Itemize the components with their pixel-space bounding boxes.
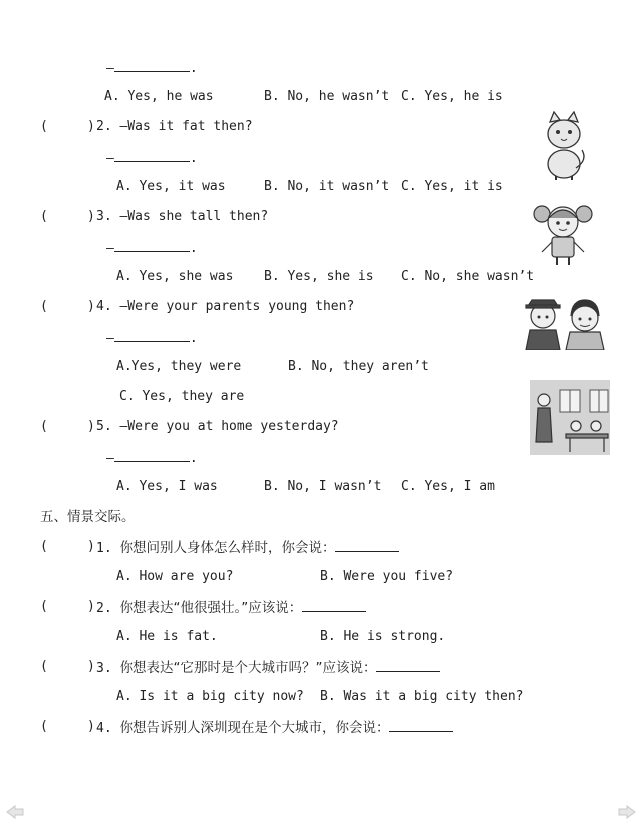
classroom-illustration bbox=[530, 380, 610, 455]
s5-q3-answer-blank[interactable] bbox=[376, 659, 440, 672]
q4-answer-blank[interactable] bbox=[114, 329, 190, 342]
s5-q2-question: 2. 你想表达“他很强壮。”应该说： bbox=[96, 599, 366, 617]
s5-q2-option-a: A. He is fat. bbox=[116, 629, 218, 644]
section5-heading: 五、情景交际。 bbox=[40, 509, 135, 525]
s5-q1-question: 1. 你想问别人身体怎么样时，你会说： bbox=[96, 539, 399, 557]
q2-option-b: B. No, it wasn’t bbox=[264, 179, 390, 194]
q1-option-b: B. No, he wasn’t bbox=[264, 89, 390, 104]
s5-q3-option-a: A. Is it a big city now? bbox=[116, 689, 304, 704]
q5-answer-blank[interactable] bbox=[114, 449, 190, 462]
left-arrow-icon[interactable] bbox=[6, 805, 24, 819]
s5-q2-answer-paren[interactable]: ( ) bbox=[40, 599, 95, 614]
s5-q4-answer-blank[interactable] bbox=[389, 719, 453, 732]
q1-option-a: A. Yes, he was bbox=[104, 89, 214, 104]
q1-option-c: C. Yes, he is bbox=[401, 89, 503, 104]
q2-question: 2. —Was it fat then? bbox=[96, 119, 253, 134]
s5-q4-answer-paren[interactable]: ( ) bbox=[40, 719, 95, 734]
girl-illustration bbox=[532, 200, 594, 266]
s5-q1-option-a: A. How are you? bbox=[116, 569, 234, 584]
s5-q1-answer-paren[interactable]: ( ) bbox=[40, 539, 95, 554]
q2-answer-line: — . bbox=[106, 151, 198, 166]
q5-option-a: A. Yes, I was bbox=[116, 479, 218, 494]
q5-question: 5. —Were you at home yesterday? bbox=[96, 419, 339, 434]
q3-answer-blank[interactable] bbox=[114, 239, 190, 252]
s5-q1-option-b: B. Were you five? bbox=[320, 569, 454, 584]
q3-option-c: C. No, she wasn’t bbox=[401, 269, 535, 284]
q5-option-b: B. No, I wasn’t bbox=[264, 479, 382, 494]
q4-option-c: C. Yes, they are bbox=[119, 389, 245, 404]
q4-answer-line: — . bbox=[106, 331, 198, 346]
s5-q2-answer-blank[interactable] bbox=[302, 599, 366, 612]
q1-answer-line: — . bbox=[106, 61, 198, 76]
q3-answer-line: — . bbox=[106, 241, 198, 256]
parents-illustration bbox=[522, 292, 608, 350]
s5-q4-question: 4. 你想告诉别人深圳现在是个大城市，你会说： bbox=[96, 719, 453, 737]
cat-illustration bbox=[536, 110, 592, 182]
q2-answer-blank[interactable] bbox=[114, 149, 190, 162]
q2-option-c: C. Yes, it is bbox=[401, 179, 503, 194]
q4-answer-paren[interactable]: ( ) bbox=[40, 299, 95, 314]
q5-answer-paren[interactable]: ( ) bbox=[40, 419, 95, 434]
right-arrow-icon[interactable] bbox=[618, 805, 636, 819]
q3-answer-paren[interactable]: ( ) bbox=[40, 209, 95, 224]
q1-answer-blank[interactable] bbox=[114, 59, 190, 72]
q4-question: 4. —Were your parents young then? bbox=[96, 299, 355, 314]
q5-option-c: C. Yes, I am bbox=[401, 479, 495, 494]
q2-option-a: A. Yes, it was bbox=[116, 179, 226, 194]
q3-option-a: A. Yes, she was bbox=[116, 269, 234, 284]
q4-option-a: A.Yes, they were bbox=[116, 359, 242, 374]
s5-q3-question: 3. 你想表达“它那时是个大城市吗？”应该说： bbox=[96, 659, 440, 677]
q4-option-b: B. No, they aren’t bbox=[288, 359, 429, 374]
s5-q3-option-b: B. Was it a big city then? bbox=[320, 689, 524, 704]
q5-answer-line: — . bbox=[106, 451, 198, 466]
s5-q2-option-b: B. He is strong. bbox=[320, 629, 446, 644]
q3-question: 3. —Was she tall then? bbox=[96, 209, 269, 224]
s5-q1-answer-blank[interactable] bbox=[335, 539, 399, 552]
s5-q3-answer-paren[interactable]: ( ) bbox=[40, 659, 95, 674]
q3-option-b: B. Yes, she is bbox=[264, 269, 374, 284]
q2-answer-paren[interactable]: ( ) bbox=[40, 119, 95, 134]
